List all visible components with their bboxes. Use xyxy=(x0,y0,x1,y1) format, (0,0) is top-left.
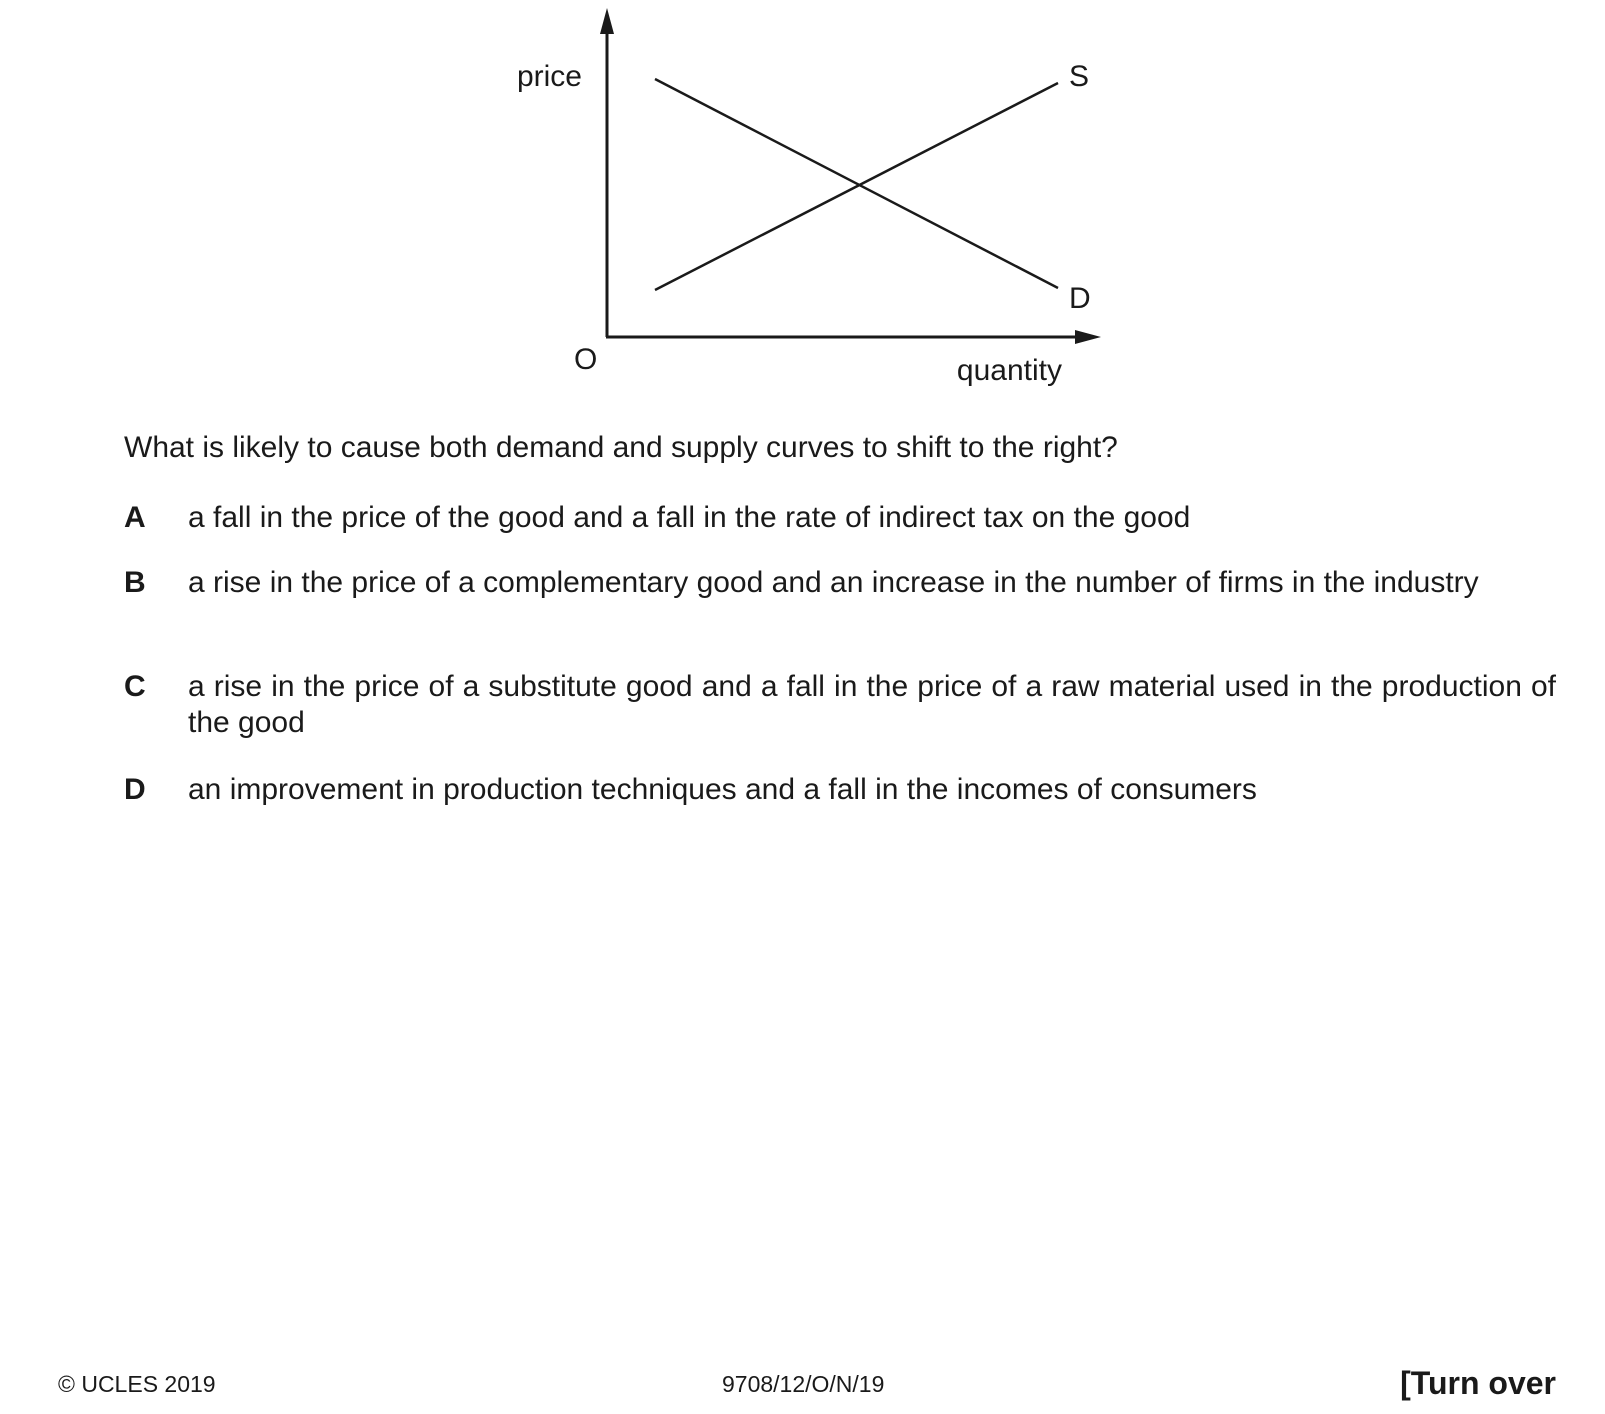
option-a xyxy=(124,500,1556,536)
copyright-notice: © UCLES 2019 xyxy=(58,1371,216,1397)
turn-over-notice: [Turn over xyxy=(1400,1365,1556,1401)
option-letter: C xyxy=(124,670,146,703)
question-text: What is likely to cause both demand and supply curves to shift to the right? xyxy=(124,431,1118,464)
y-axis-label: price xyxy=(516,60,582,93)
option-letter: A xyxy=(124,501,146,534)
x-axis-label: quantity xyxy=(956,354,1062,387)
option-text: a rise in the price of a substitute good and a fall in the price of a raw material used in the production of the good xyxy=(188,670,1556,739)
supply-curve xyxy=(655,83,1058,290)
option-c xyxy=(124,669,1556,741)
option-text: an improvement in production techniques and a fall in the incomes of consumers xyxy=(188,773,1257,806)
option-text: a rise in the price of a complementary good and an increase in the number of firms in the industry xyxy=(188,566,1479,599)
y-axis-arrow xyxy=(600,8,614,34)
supply-curve-label: S xyxy=(1069,60,1090,93)
x-axis-arrow xyxy=(1075,330,1101,344)
demand-curve xyxy=(655,79,1058,288)
origin-label: O xyxy=(574,343,598,376)
paper-code: 9708/12/O/N/19 xyxy=(722,1371,885,1397)
option-letter: B xyxy=(124,566,146,599)
option-d xyxy=(124,772,1556,808)
supply-demand-diagram xyxy=(0,0,1605,400)
option-text: a fall in the price of the good and a fall in the rate of indirect tax on the good xyxy=(188,501,1191,534)
demand-curve-label: D xyxy=(1069,282,1091,315)
option-b xyxy=(124,565,1556,601)
option-letter: D xyxy=(124,773,146,806)
